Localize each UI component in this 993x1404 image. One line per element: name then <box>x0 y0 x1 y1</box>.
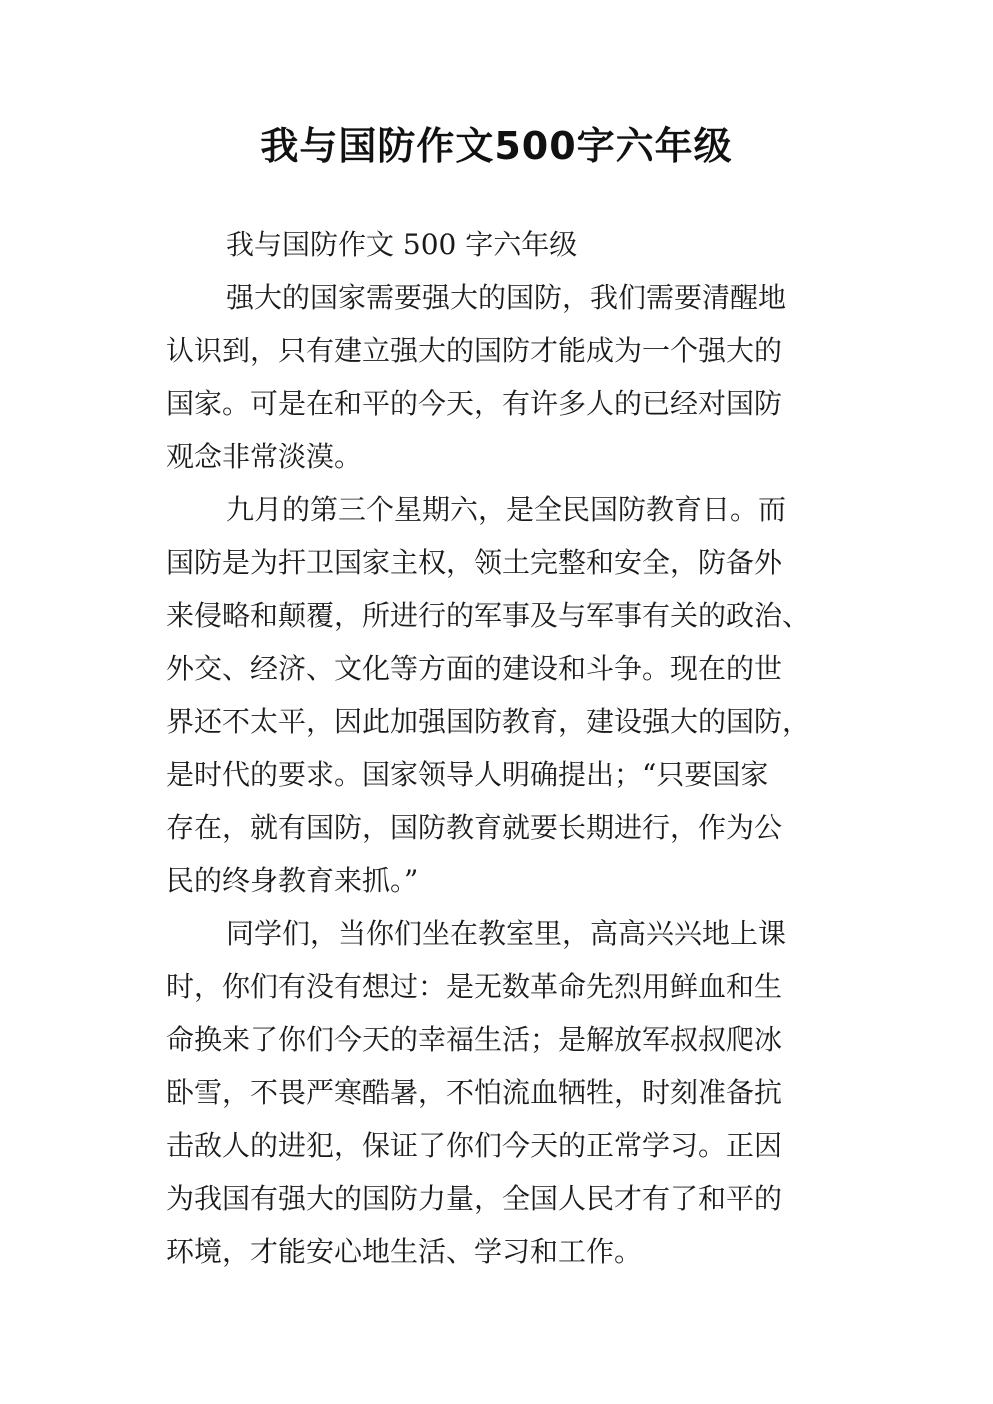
text-line: 同学们，当你们坐在教室里，高高兴兴地上课 <box>226 917 787 950</box>
text-line: 认识到，只有建立强大的国防才能成为一个强大的 <box>166 334 783 367</box>
text-line: 来侵略和颠覆，所进行的军事及与军事有关的政治、 <box>166 599 811 632</box>
text-line: 时，你们有没有想过：是无数革命先烈用鲜血和生 <box>166 970 783 1003</box>
document-body <box>166 218 836 1278</box>
paragraph-defense-day <box>166 483 836 907</box>
text-line: 界还不太平，因此加强国防教育，建设强大的国防， <box>166 705 811 738</box>
text-line: 击敌人的进犯，保证了你们今天的正常学习。正因 <box>166 1129 783 1162</box>
paragraph-intro <box>166 271 836 483</box>
text-line: 我与国防作文 500 字六年级 <box>226 228 578 261</box>
text-line: 命换来了你们今天的幸福生活；是解放军叔叔爬冰 <box>166 1023 783 1056</box>
text-line: 环境，才能安心地生活、学习和工作。 <box>166 1235 643 1268</box>
paragraph-subtitle <box>166 218 836 271</box>
text-line: 外交、经济、文化等方面的建设和斗争。现在的世 <box>166 652 783 685</box>
text-line: 观念非常淡漠。 <box>166 440 363 473</box>
text-line: 国家。可是在和平的今天，有许多人的已经对国防 <box>166 387 783 420</box>
document-title: 我与国防作文500字六年级 <box>260 124 733 168</box>
text-line: 国防是为扞卫国家主权，领土完整和安全，防备外 <box>166 546 783 579</box>
text-line: 是时代的要求。国家领导人明确提出；“只要国家 <box>166 758 769 791</box>
text-line: 九月的第三个星期六，是全民国防教育日。而 <box>226 493 787 526</box>
paragraph-students <box>166 907 836 1278</box>
text-line: 民的终身教育来抓。” <box>166 864 419 897</box>
text-line: 卧雪，不畏严寒酷暑，不怕流血牺牲，时刻准备抗 <box>166 1076 783 1109</box>
text-line: 存在，就有国防，国防教育就要长期进行，作为公 <box>166 811 783 844</box>
text-line: 为我国有强大的国防力量，全国人民才有了和平的 <box>166 1182 783 1215</box>
text-line: 强大的国家需要强大的国防，我们需要清醒地 <box>226 281 787 314</box>
